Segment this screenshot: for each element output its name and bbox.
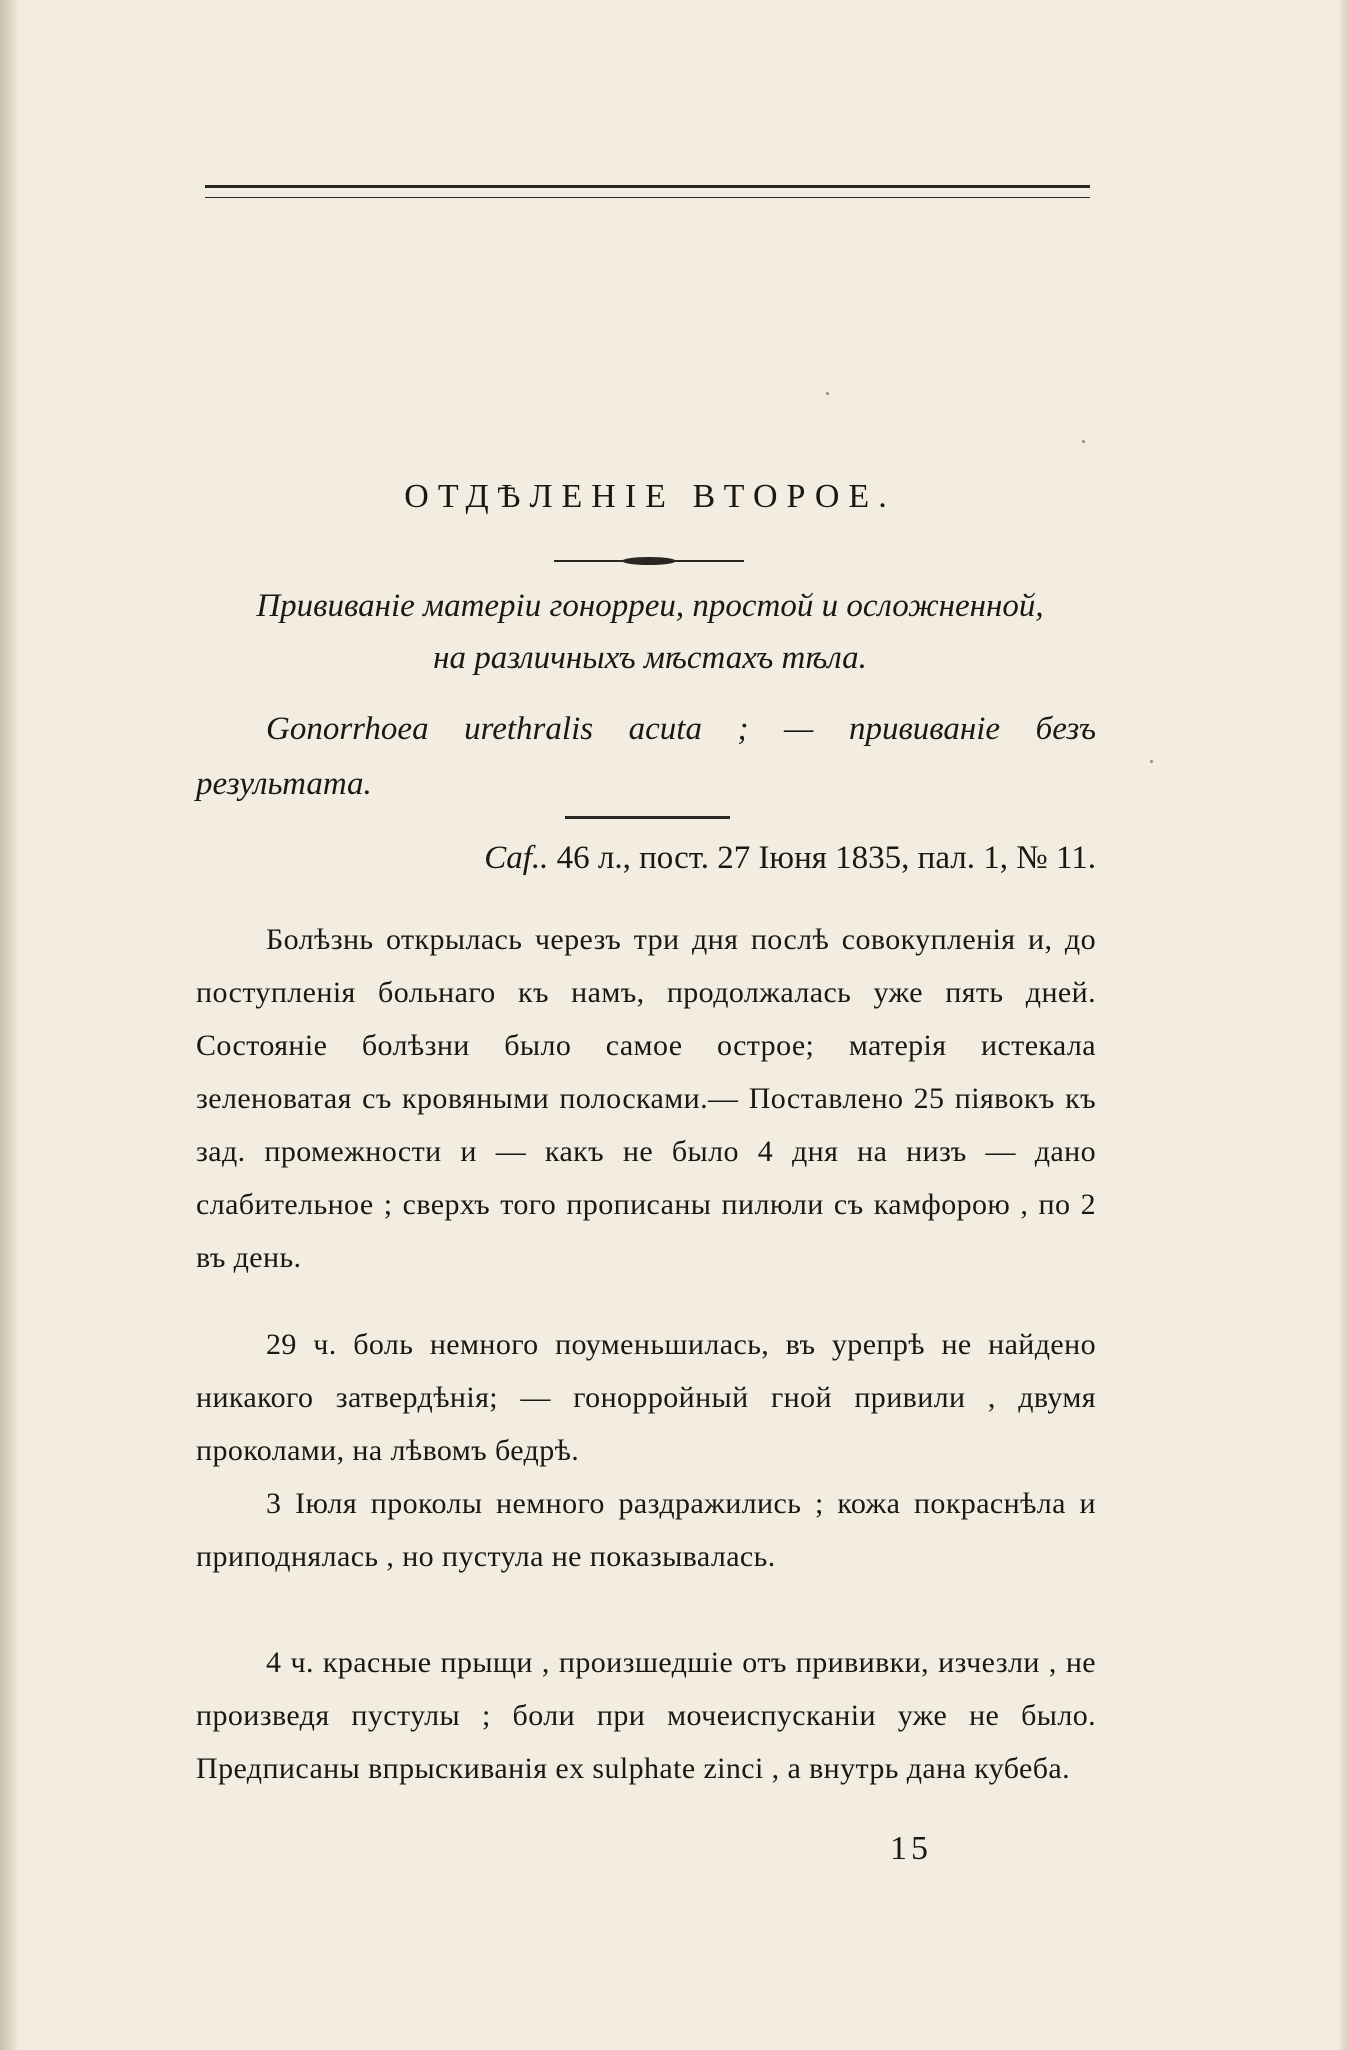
paper-speck [826, 392, 829, 395]
ornament-divider [554, 555, 744, 567]
patient-name: Caf.. [484, 840, 549, 876]
case-details: 46 л., пост. 27 Іюня 1835, пал. 1, № 11. [548, 840, 1096, 876]
paper-speck [1150, 760, 1153, 763]
paper-speck [1082, 440, 1085, 443]
page-number: 15 [890, 1830, 932, 1867]
section-intro: Gonorrhoea urethralis acuta ; — прививаніе безъ результата. [196, 711, 1096, 802]
paragraph-1: Болѣзнь открылась черезъ три дня послѣ совокупленія и, до поступленія больнаго къ намъ, продолжалась уже пять дней. Состояніе болѣзни было самое острое; матерія истекала зеленоватая съ кровяными полосками.— Поставлено 25 піявокъ къ зад. промежности и — какъ не было 4 дня на низъ — дано слабительное ; сверхъ того прописаны пилюли съ камфорою , по 2 въ день. [196, 923, 1096, 1274]
paragraph-3: 3 Іюля проколы немного раздражились ; кожа покраснѣла и приподнялась , но пустула не показывалась. [196, 1487, 1096, 1573]
page-edge-right [1338, 0, 1348, 2050]
page-edge-left [0, 0, 18, 2050]
case-header [196, 840, 1096, 877]
ornament-center [622, 557, 676, 565]
short-rule [565, 816, 730, 819]
paragraph-4: 4 ч. красные прыщи , произшедшіе отъ прививки, изчезли , не произведя пустулы ; боли при мочеиспусканіи уже не было. Предписаны впрыскиванія ex sulphate zinci , а внутрь дана кубеба. [196, 1646, 1096, 1785]
subtitle-line-1: Прививаніе матеріи гонорреи, простой и осложненной, [256, 588, 1044, 624]
section-heading: ОТДѢЛЕНІЕ ВТОРОЕ. [404, 478, 896, 515]
paragraph-2: 29 ч. боль немного поуменьшилась, въ урепрѣ не найдено никакого затвердѣнія; — гонорройный гной привили , двумя проколами, на лѣвомъ бедрѣ. [196, 1328, 1096, 1467]
subtitle-line-2: на различныхъ мѣстахъ тѣла. [433, 640, 867, 676]
header-double-rule [205, 185, 1090, 198]
